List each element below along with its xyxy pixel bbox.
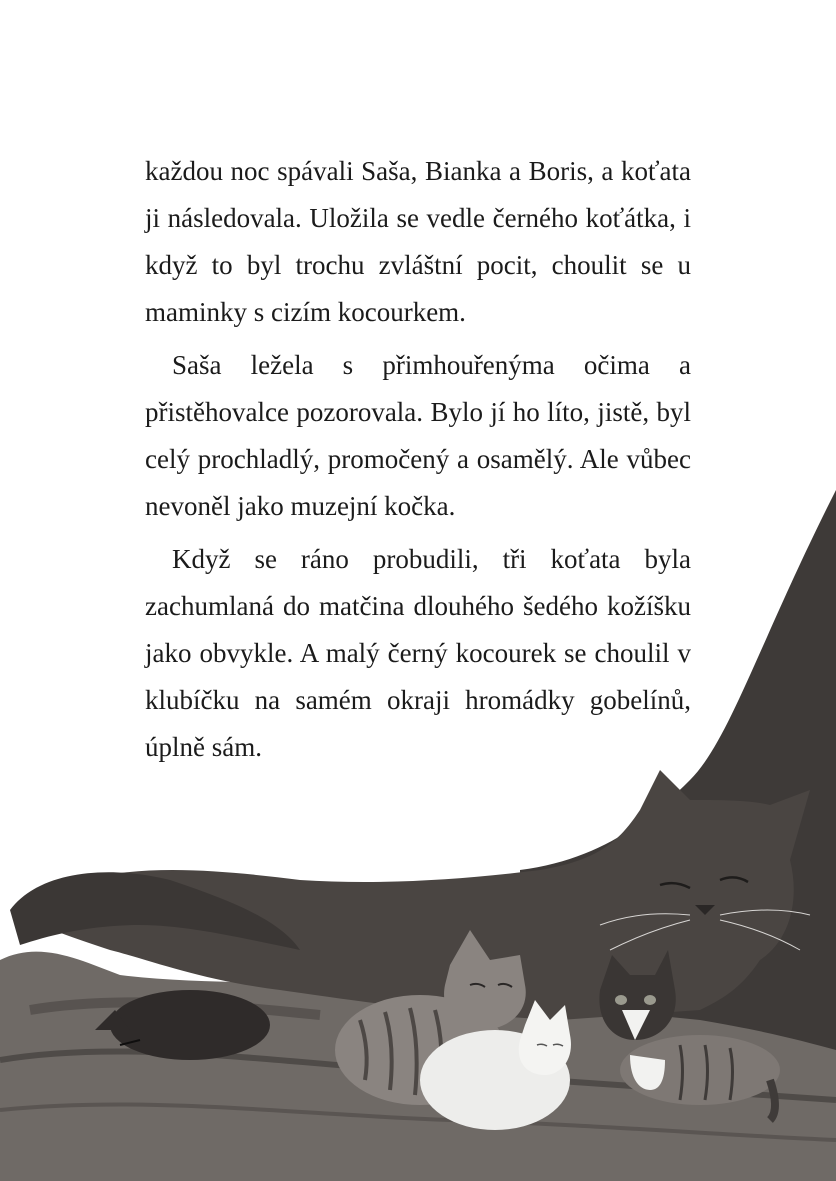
paragraph-1: každou noc spávali Saša, Bianka a Boris, a koťata ji následovala. Uložila se vedle černého koťátka, i když to byl trochu zvláštní pocit, choulit se u maminky s cizím kocourkem.	[145, 156, 691, 327]
paragraph-3: Když se ráno probudili, tři koťata byla zachumlaná do matčina dlouhého šedého kožíšku jako obvykle. A malý černý kocourek se choulil v klubíčku na samém okraji hromádky gobelínů, úplně sám.	[145, 544, 691, 762]
story-text	[145, 148, 691, 777]
black-kitten	[110, 990, 270, 1060]
paragraph-2: Saša ležela s přimhouřenýma očima a přistěhovalce pozorovala. Bylo jí ho líto, jistě, byl celý prochladlý, promočený a osamělý. Ale vůbec nevoněl jako muzejní kočka.	[145, 350, 691, 521]
